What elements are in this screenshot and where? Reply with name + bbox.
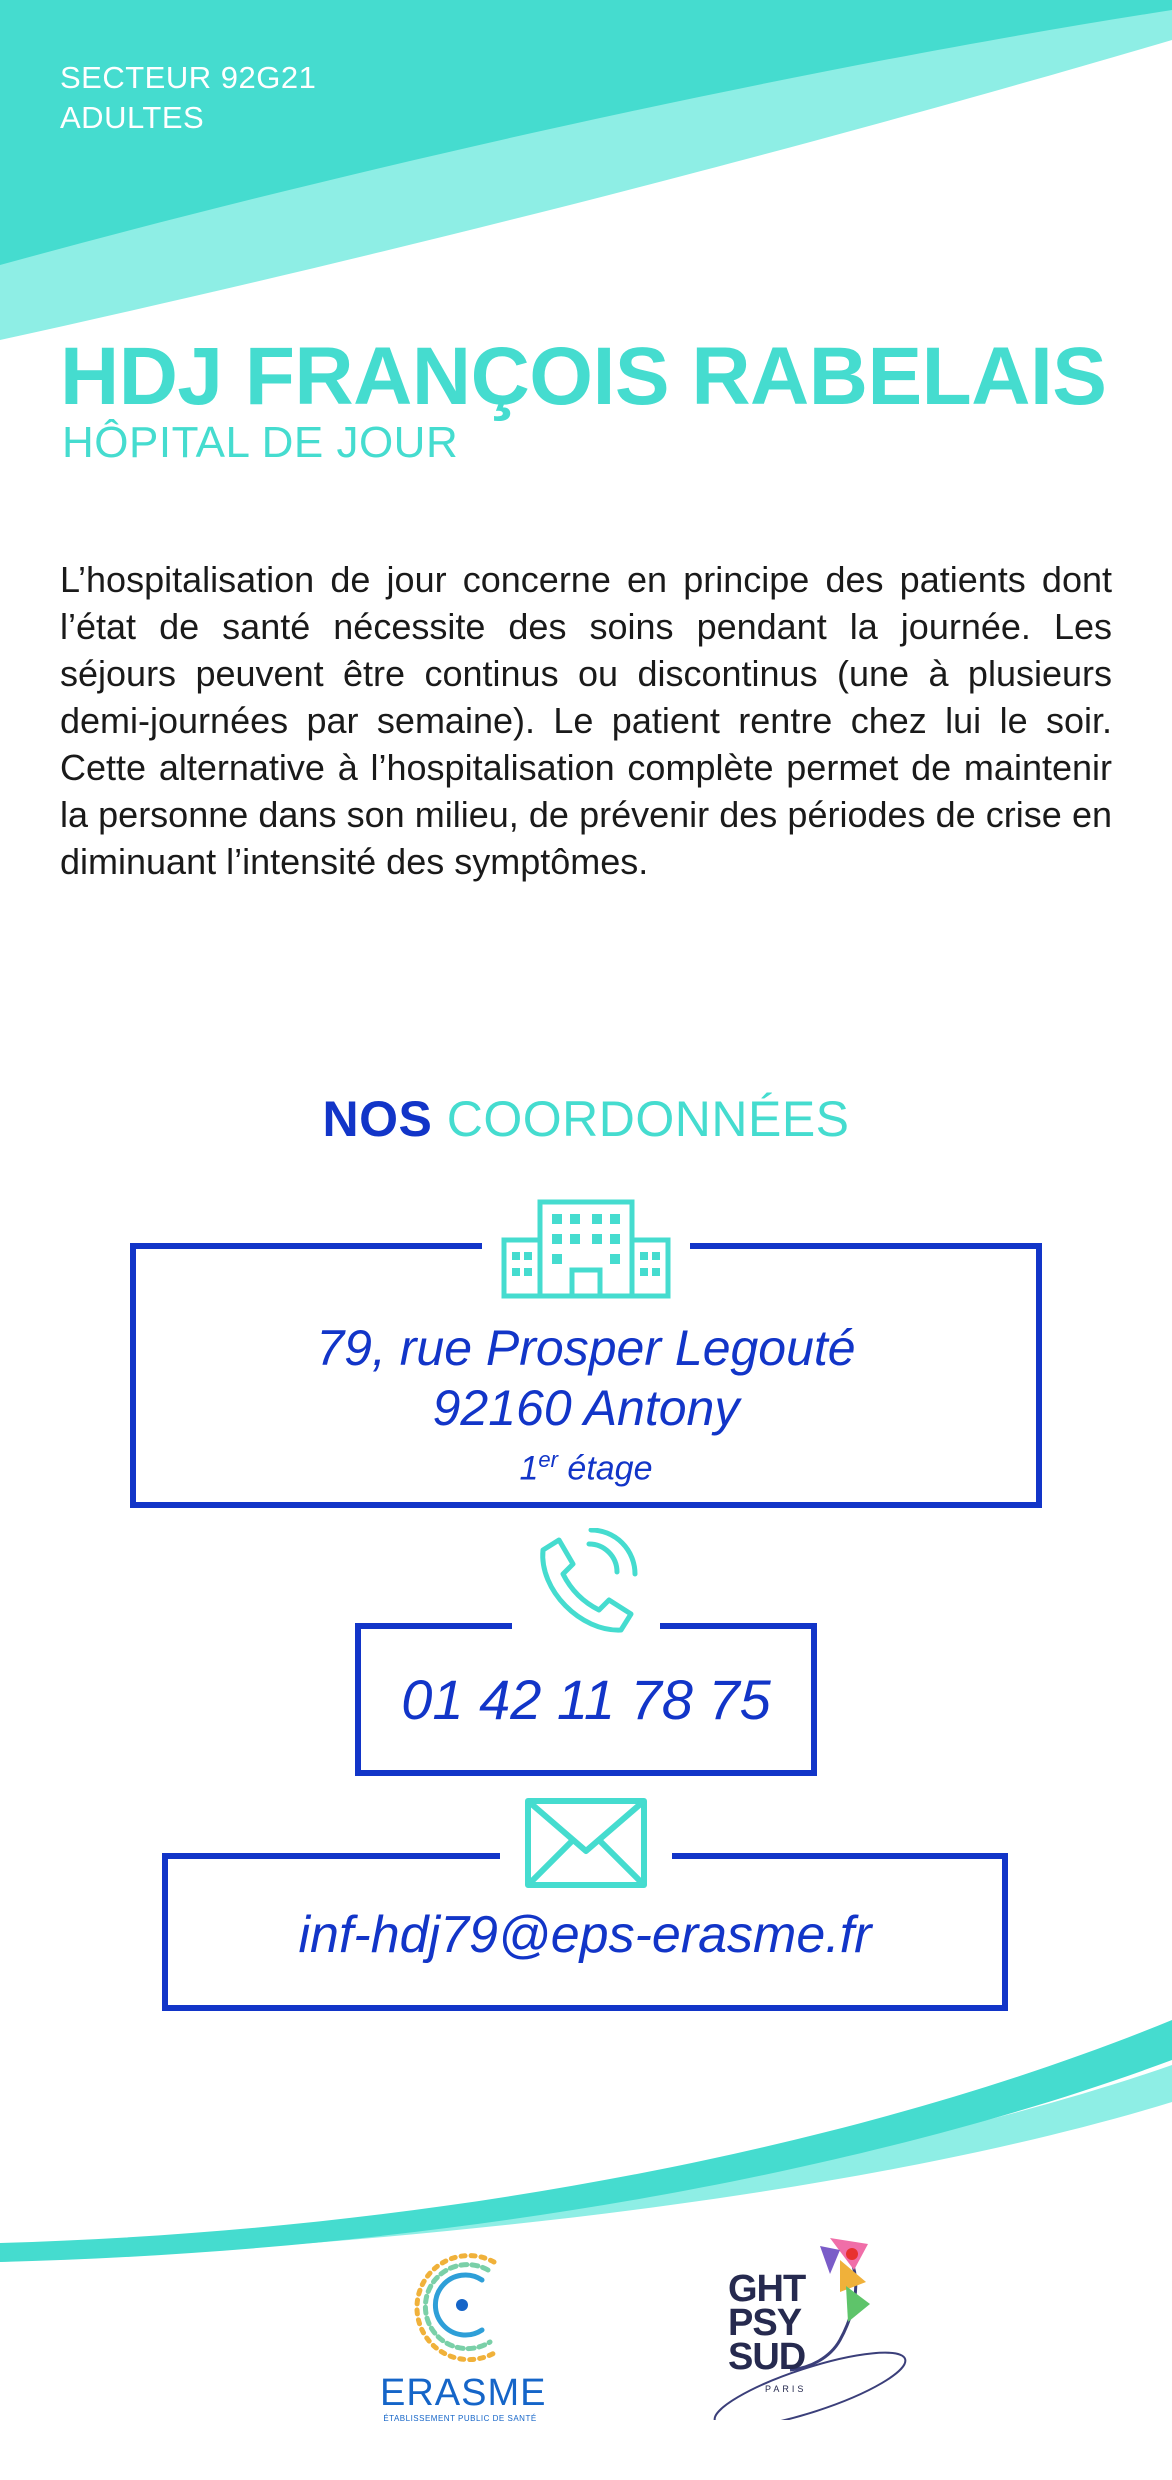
sector-population: ADULTES [60,100,205,135]
erasme-logo-mark [410,2252,510,2362]
ght-line-2: PSY [728,2302,802,2344]
address-floor [130,1438,1042,1490]
address-street: 79, rue Prosper Legouté [316,1320,856,1376]
sector-label [60,58,316,138]
address-text [130,1318,1042,1490]
floor-word: étage [567,1449,653,1488]
contact-heading-rest: COORDONNÉES [446,1091,850,1147]
address-city: 92160 Antony [432,1380,740,1436]
ght-logo-city: PARIS [765,2384,807,2394]
email-address[interactable]: inf-hdj79@eps-erasme.fr [298,1906,872,1964]
intro-paragraph: L’hospitalisation de jour concerne en principe des patients dont l’état de santé nécessite des soins pendant la journée. Les séjours peuvent être continus ou discontinus (une à plusieurs demi-journées par semaine). Le patient rentre chez lui le soir. Cette alternative à l’hospitalisation complète permet de maintenir la personne dans son milieu, de prévenir des périodes de crise en diminuant l’intensité des symptômes. [60,559,1112,882]
erasme-logo-name: ERASME [380,2372,547,2414]
contact-heading [0,1090,1172,1148]
ght-line-1: GHT [728,2268,806,2310]
floor-number: 1 [519,1449,539,1488]
sector-code: SECTEUR 92G21 [60,60,317,95]
phone-icon [525,1528,645,1638]
page-subtitle: HÔPITAL DE JOUR [62,418,459,467]
ght-line-3: SUD [728,2336,806,2378]
phone-number[interactable]: 01 42 11 78 75 [401,1668,771,1731]
floor-suffix: er [538,1447,558,1472]
envelope-icon [522,1795,650,1891]
building-icon [498,1196,674,1300]
contact-heading-bold: NOS [322,1091,433,1147]
ght-logo-text [728,2268,806,2378]
erasme-logo-tagline: ÉTABLISSEMENT PUBLIC DE SANTÉ [383,2414,537,2423]
page-title: HDJ FRANÇOIS RABELAIS [60,331,1107,422]
